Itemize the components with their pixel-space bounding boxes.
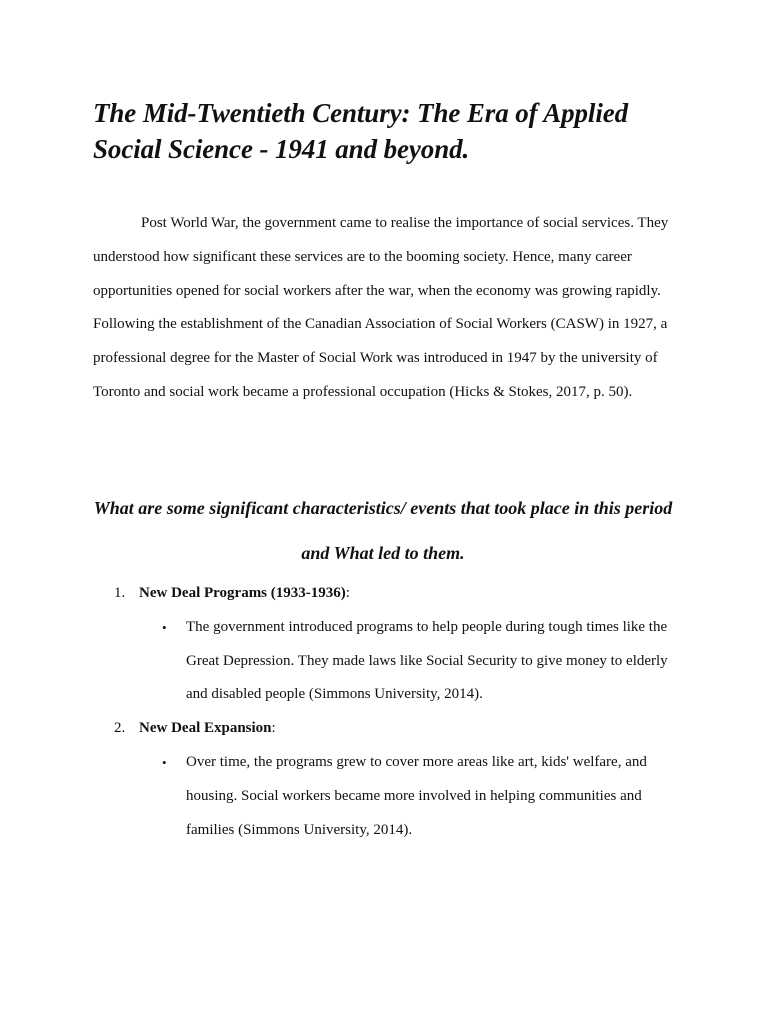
events-list [93,577,683,847]
item-number: 1. [114,585,126,601]
bullet-list [139,611,683,712]
bullet-list [139,746,683,847]
item-separator: : [271,720,276,737]
item-number: 2. [114,720,126,737]
item-separator: : [345,585,350,601]
item-heading: New Deal Programs (1933-1936) [139,585,346,601]
page-title: The Mid-Twentieth Century: The Era of Applied Social Science - 1941 and beyond. [93,98,628,164]
list-item [93,577,683,712]
section-heading: What are some significant characteristics/ events that took place in this period and What led to them. [93,498,673,563]
intro-paragraph: Post World War, the government came to realise the importance of social services. They understood how significant these services are to the booming society. Hence, many career opportunities opened for social workers after the war, when the economy was growing rapidly. Following the establishment of the Canadian Association of Social Workers (CASW) in 1927, a professional degree for the Master of Social Work was introduced in 1947 by the university of Toronto and social work became a professional occupation (Hicks & Stokes, 2017, p. 50). [93,215,669,400]
bullet-item [139,611,683,712]
bullet-text: The government introduced programs to help people during tough times like the Great Depression. They made laws like Social Security to give money to elderly and disabled people (Simmons University, 2014). [186,618,668,703]
list-item [93,712,683,847]
bullet-item [139,746,683,847]
bullet-text: Over time, the programs grew to cover more areas like art, kids' welfare, and housing. Social workers became more involved in helping communities and families (Simmons University, 2014). [186,753,647,838]
bullet-icon: • [162,754,167,770]
item-heading: New Deal Expansion [139,720,272,737]
bullet-icon: • [162,619,167,635]
